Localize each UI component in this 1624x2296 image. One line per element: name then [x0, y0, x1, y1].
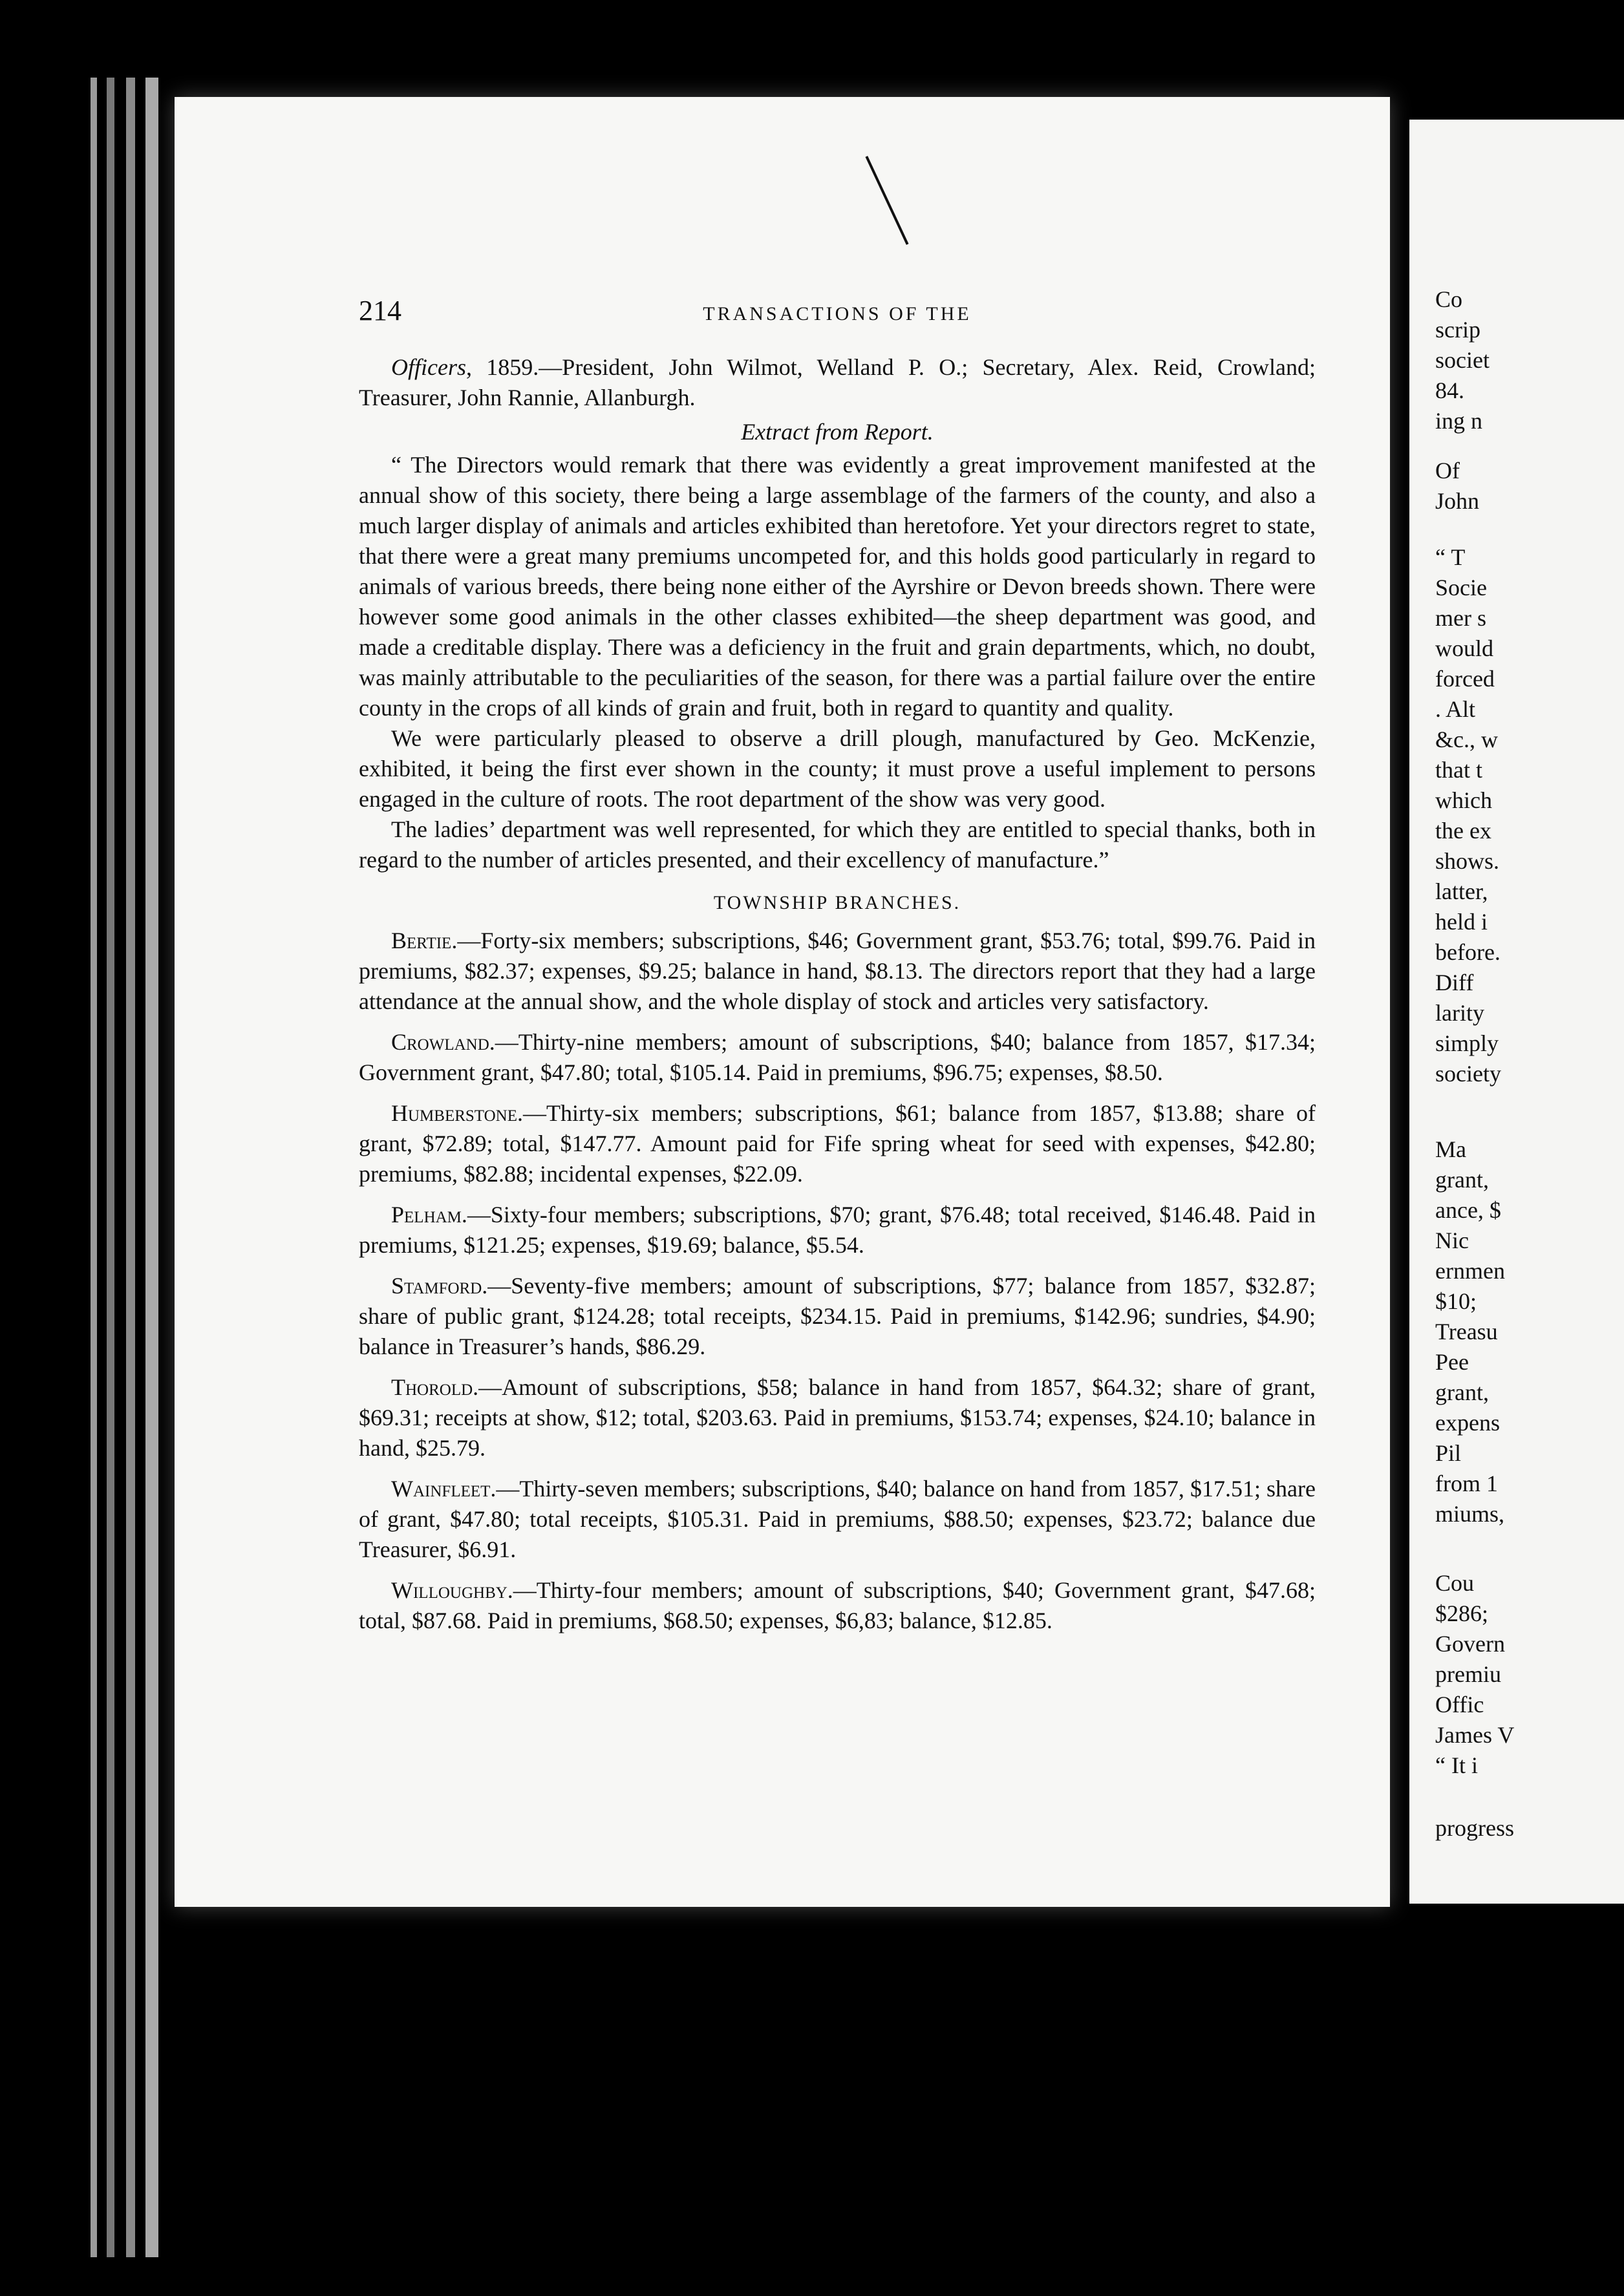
facing-page-line: mer s: [1435, 605, 1486, 631]
facing-page-line: shows.: [1435, 848, 1500, 874]
facing-page-line: simply: [1435, 1030, 1499, 1056]
facing-page-line: John: [1435, 488, 1480, 514]
facing-page-line: held i: [1435, 909, 1488, 935]
page-edge: [107, 78, 114, 2257]
branch-paragraph: [359, 1027, 1316, 1088]
branch-paragraph: [359, 1200, 1316, 1260]
report-paragraph: “ The Directors would remark that there was evidently a great improvement manifested at the annual show of this society, there being a large assemblage of the farmers of the county, and also a much larger display of animals and articles exhibited than heretofore. Yet your directors regret to state, that there were a great many premiums uncompeted for, and this holds good particularly in regard to animals of various breeds, there being none either of the Ayrshire or Devon breeds shown. There were however some good animals in the other classes exhibited—the sheep department was good, and made a creditable display. There was a deficiency in the fruit and grain departments, which, no doubt, was mainly attributable to the peculiarities of the season, for there was a partial failure over the entire county in the crops of all kinds of grain and fruit, both in regard to quantity and quality.: [359, 452, 1316, 721]
branch-text: —Thirty-seven members; subscriptions, $40; balance on hand from 1857, $17.51; share of grant, $47.80; total receipts, $105.31. Paid in premiums, $88.50; expenses, $23.72; balance due Treasurer, $6.91.: [359, 1476, 1316, 1562]
facing-page-line: Offic: [1435, 1692, 1484, 1717]
officers-label: Officers: [391, 354, 466, 380]
right-page: [1409, 120, 1624, 1904]
page-number: 214: [359, 295, 401, 326]
facing-page-line: Diff: [1435, 970, 1474, 995]
facing-page-line: Pil: [1435, 1440, 1462, 1466]
extract-title: Extract from Report.: [741, 419, 934, 445]
facing-page-line: Co: [1435, 286, 1463, 312]
branch-paragraph: [359, 1098, 1316, 1189]
facing-page-line: $286;: [1435, 1600, 1489, 1626]
branch-text: —Thirty-six members; subscriptions, $61; balance from 1857, $13.88; share of grant, $72.89; total, $147.77. Amount paid for Fife spring wheat for seed with expenses, $42.80; premiums, $82.88; incidental expenses, $22.09.: [359, 1100, 1316, 1187]
page-edge: [126, 78, 135, 2257]
facing-page-line: society: [1435, 1061, 1501, 1087]
facing-page-line: societ: [1435, 347, 1490, 373]
facing-page-line: Govern: [1435, 1631, 1505, 1657]
page-content: [359, 294, 1316, 1636]
facing-page-line: grant,: [1435, 1379, 1489, 1405]
facing-page-line: would: [1435, 635, 1493, 661]
branch-name: Bertie.: [391, 928, 458, 953]
facing-page-line: ing n: [1435, 408, 1483, 434]
facing-page-line: the ex: [1435, 818, 1491, 844]
branch-name: Willoughby.: [391, 1577, 513, 1603]
branch-name: Humberstone.: [391, 1100, 524, 1126]
report-paragraph: The ladies’ department was well represented, for which they are entitled to special thanks, both in regard to the number of articles presented, and their excellency of manufacture.”: [359, 816, 1316, 873]
facing-page-line: “ T: [1435, 544, 1466, 570]
facing-page-line: progress: [1435, 1815, 1514, 1841]
running-head: TRANSACTIONS OF THE: [703, 303, 972, 324]
branch-paragraph: [359, 1474, 1316, 1565]
facing-page-line: forced: [1435, 666, 1495, 692]
facing-page-line: 84.: [1435, 377, 1464, 403]
facing-page-line: that t: [1435, 757, 1482, 783]
facing-page-line: before.: [1435, 939, 1501, 965]
facing-page-line: $10;: [1435, 1288, 1477, 1314]
facing-page-line: . Alt: [1435, 696, 1476, 722]
officers-paragraph: [359, 352, 1316, 413]
facing-page-line: grant,: [1435, 1167, 1489, 1193]
branch-paragraph: [359, 1271, 1316, 1362]
branch-text: —Seventy-five members; amount of subscriptions, $77; balance from 1857, $32.87; share of public grant, $124.28; total receipts, $234.15. Paid in premiums, $142.96; sundries, $4.90; balance in Treasurer’s hands, $86.29.: [359, 1273, 1316, 1359]
facing-page-line: expens: [1435, 1410, 1500, 1436]
page-header: [359, 294, 1316, 333]
facing-page-line: Ma: [1435, 1136, 1466, 1162]
facing-page-line: Of: [1435, 458, 1460, 484]
facing-page-line: Socie: [1435, 575, 1487, 601]
branch-name: Thorold.: [391, 1374, 479, 1400]
page-edge: [91, 78, 97, 2257]
branch-name: Wainfleet.: [391, 1476, 497, 1502]
branch-paragraph: [359, 926, 1316, 1017]
report-paragraph: We were particularly pleased to observe a drill plough, manufactured by Geo. McKenzie, exhibited, it being the first ever shown in the county; it must prove a useful implement to persons engaged in the culture of roots. The root department of the show was very good.: [359, 725, 1316, 812]
branch-paragraph: [359, 1372, 1316, 1463]
facing-page-line: Treasu: [1435, 1319, 1498, 1345]
facing-page-line: latter,: [1435, 878, 1488, 904]
facing-page-line: James V: [1435, 1722, 1515, 1748]
facing-page-line: premiu: [1435, 1661, 1501, 1687]
facing-page-line: Pee: [1435, 1349, 1469, 1375]
branch-name: Stamford.: [391, 1273, 488, 1299]
facing-page-line: Cou: [1435, 1570, 1475, 1596]
facing-page-line: ance, $: [1435, 1197, 1501, 1223]
page-edge: [145, 78, 158, 2257]
branch-paragraph: [359, 1575, 1316, 1636]
branch-name: Crowland.: [391, 1029, 495, 1055]
officers-text: , 1859.—President, John Wilmot, Welland P. O.; Secretary, Alex. Reid, Crowland; Treasurer, John Rannie, Allanburgh.: [359, 354, 1316, 410]
branch-text: —Forty-six members; subscriptions, $46; Government grant, $53.76; total, $99.76. Paid in premiums, $82.37; expenses, $9.25; balance in hand, $8.13. The directors report that they had a large attendance at the annual show, and the whole display of stock and articles very satisfactory.: [359, 928, 1316, 1014]
facing-page-line: &c., w: [1435, 727, 1498, 752]
branch-text: —Sixty-four members; subscriptions, $70; grant, $76.48; total received, $146.48. Paid in premiums, $121.25; expenses, $19.69; balance, $5.54.: [359, 1202, 1316, 1258]
branch-name: Pelham.: [391, 1202, 467, 1228]
branch-text: —Thirty-four members; amount of subscriptions, $40; Government grant, $47.68; total, $87.68. Paid in premiums, $68.50; expenses, $6,83; balance, $12.85.: [359, 1577, 1316, 1633]
facing-page-line: “ It i: [1435, 1752, 1478, 1778]
facing-page-line: which: [1435, 787, 1492, 813]
facing-page-line: miums,: [1435, 1501, 1505, 1527]
facing-page-line: from 1: [1435, 1471, 1498, 1496]
section-heading: TOWNSHIP BRANCHES.: [713, 892, 961, 913]
branch-text: —Amount of subscriptions, $58; balance in hand from 1857, $64.32; share of grant, $69.31; receipts at show, $12; total, $203.63. Paid in premiums, $153.74; expenses, $24.10; balance in hand, $25.79.: [359, 1374, 1316, 1461]
facing-page-line: larity: [1435, 1000, 1484, 1026]
facing-page-line: Nic: [1435, 1228, 1469, 1253]
facing-page-line: scrip: [1435, 317, 1480, 343]
facing-page-line: ernmen: [1435, 1258, 1505, 1284]
branch-text: —Thirty-nine members; amount of subscriptions, $40; balance from 1857, $17.34; Government grant, $47.80; total, $105.14. Paid in premiums, $96.75; expenses, $8.50.: [359, 1029, 1316, 1085]
